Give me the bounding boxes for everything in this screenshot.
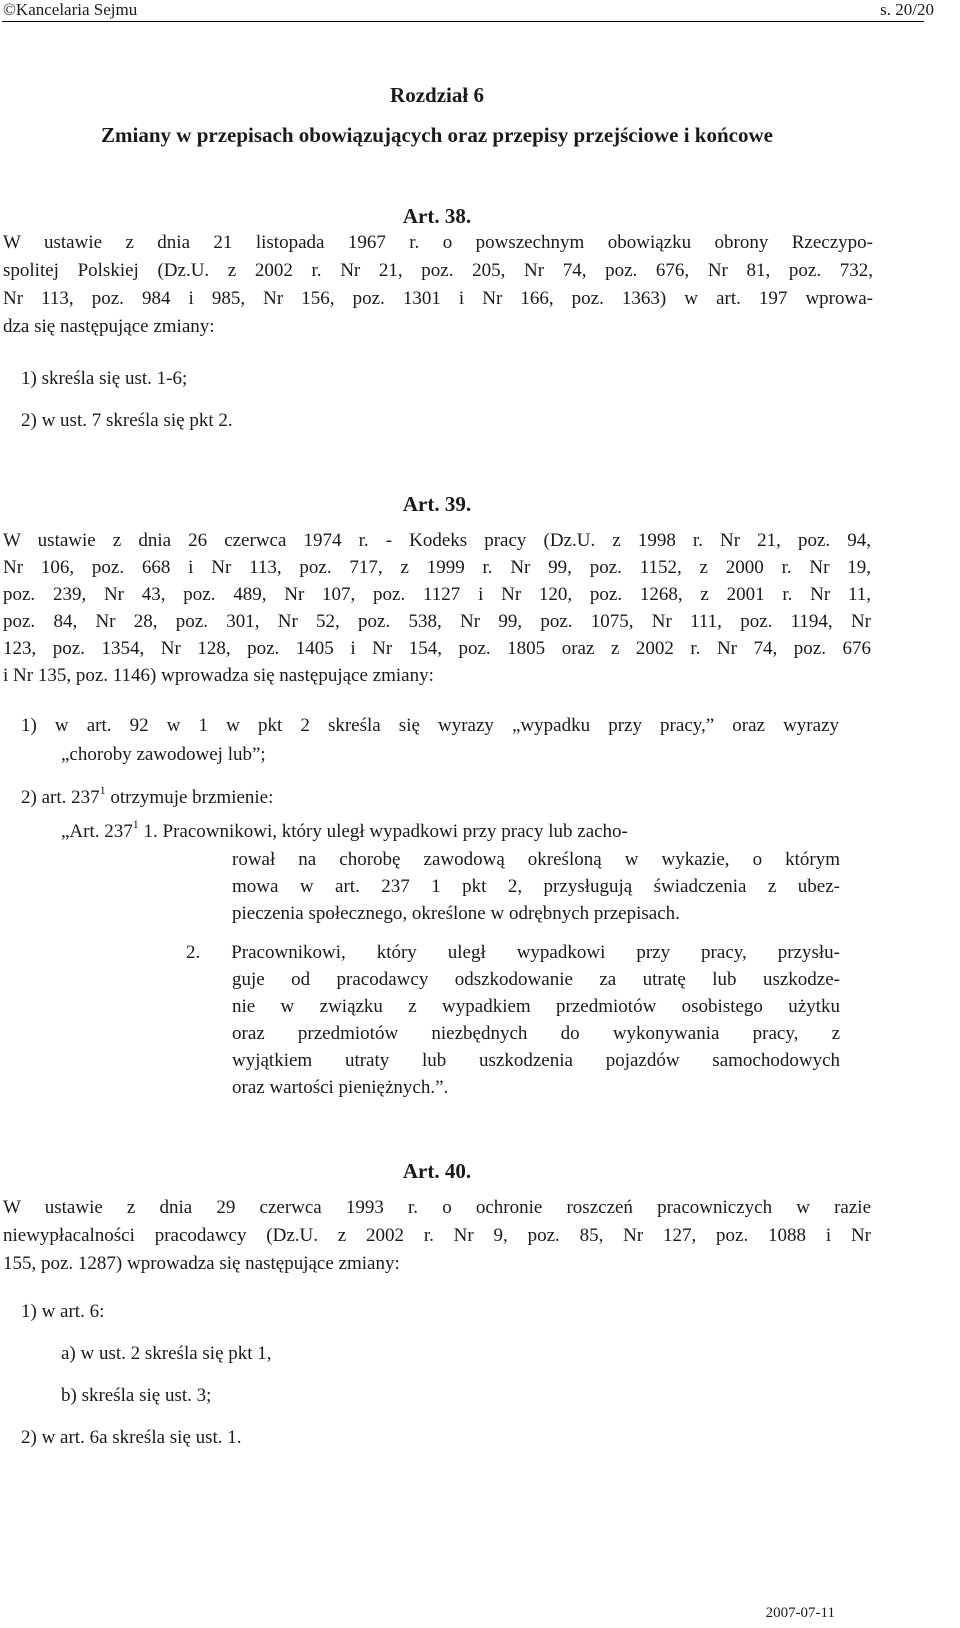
article-39-item-1-cont: „choroby zawodowej lub”; [61,744,266,765]
header-source: ©Kancelaria Sejmu [3,0,138,19]
article-38-item: 1) skreśla się ust. 1-6; [21,368,188,389]
article-38-item: 2) w ust. 7 skreśla się pkt 2. [21,410,233,431]
article-40-intro-line: W ustawie z dnia 29 czerwca 1993 r. o ochronie roszczeń pracowniczych w razie [3,1197,871,1218]
chapter-number: Rozdział 6 [390,83,484,107]
article-38-heading: Art. 38. [402,204,472,228]
quoted-paragraph-2-line: nie w związku z wypadkiem przedmiotów osobistego użytku [232,996,840,1017]
quoted-article-first-line: „Art. $237^1$ 1. Pracownikowi, który uległ wypadkowi przy pracy lub zacho- [61,816,628,842]
article-39-intro-line: 123, poz. 1354, Nr 128, poz. 1405 i Nr 154, poz. 1805 oraz z 2002 r. Nr 74, poz. 676 [3,638,871,659]
article-40-subitem: b) skreśla się ust. 3; [61,1385,212,1406]
footer-date: 2007-07-11 [765,1605,835,1621]
article-39-intro-line: W ustawie z dnia 26 czerwca 1974 r. - Kodeks pracy (Dz.U. z 1998 r. Nr 21, poz. 94, [3,530,871,551]
chapter-title: Zmiany w przepisach obowiązujących oraz przepisy przejściowe i końcowe [101,123,773,147]
article-40-intro-line: niewypłacalności pracodawcy (Dz.U. z 2002 r. Nr 9, poz. 85, Nr 127, poz. 1088 i Nr [3,1225,871,1246]
article-39-intro-line: poz. 239, Nr 43, poz. 489, Nr 107, poz. 1127 i Nr 120, poz. 1268, z 2001 r. Nr 11, [3,584,871,605]
article-38-intro-line: dza się następujące zmiany: [3,316,215,337]
article-39-intro-line: poz. 84, Nr 28, poz. 301, Nr 52, poz. 538, Nr 99, poz. 1075, Nr 111, poz. 1194, Nr [3,611,871,632]
quoted-paragraph-2-line: oraz wartości pieniężnych.”. [232,1077,449,1098]
quoted-paragraph-2-line: oraz przedmiotów niezbędnych do wykonywania pracy, z [232,1023,840,1044]
article-38-intro-line: W ustawie z dnia 21 listopada 1967 r. o powszechnym obowiązku obrony Rzeczypo- [3,232,873,253]
article-40-heading: Art. 40. [402,1159,472,1183]
quoted-paragraph-1-line: pieczenia społecznego, określone w odrębnych przepisach. [232,903,680,924]
article-39-intro-line: Nr 106, poz. 668 i Nr 113, poz. 717, z 1999 r. Nr 99, poz. 1152, z 2000 r. Nr 19, [3,557,871,578]
article-39-item-1: 1) w art. 92 w 1 w pkt 2 skreśla się wyrazy „wypadku przy pracy,” oraz wyrazy [21,715,839,736]
article-40-intro-line: 155, poz. 1287) wprowadza się następujące zmiany: [3,1253,400,1274]
article-39-item-2: 2) art. $237^1$ otrzymuje brzmienie: [21,782,274,808]
article-40-item-2: 2) w art. 6a skreśla się ust. 1. [21,1427,242,1448]
article-40-subitem: a) w ust. 2 skreśla się pkt 1, [61,1343,272,1364]
quoted-paragraph-2-first: 2. Pracownikowi, który uległ wypadkowi przy pracy, przysłu- [186,942,840,963]
quoted-paragraph-2-line: guje od pracodawcy odszkodowanie za utratę lub uszkodze- [232,969,840,990]
header-rule [2,21,924,22]
article-39-heading: Art. 39. [402,492,472,516]
page-number: s. 20/20 [880,0,934,19]
article-39-intro-line: i Nr 135, poz. 1146) wprowadza się następujące zmiany: [3,665,434,686]
quoted-paragraph-1-line: mowa w art. 237 1 pkt 2, przysługują świadczenia z ubez- [232,876,840,897]
article-38-intro-line: spolitej Polskiej (Dz.U. z 2002 r. Nr 21, poz. 205, Nr 74, poz. 676, Nr 81, poz. 732, [3,260,873,281]
article-40-item-1: 1) w art. 6: [21,1301,105,1322]
article-38-intro-line: Nr 113, poz. 984 i 985, Nr 156, poz. 1301 i Nr 166, poz. 1363) w art. 197 wprowa- [3,288,873,309]
quoted-paragraph-1-line: rował na chorobę zawodową określoną w wykazie, o którym [232,849,840,870]
quoted-paragraph-2-line: wyjątkiem utraty lub uszkodzenia pojazdów samochodowych [232,1050,840,1071]
